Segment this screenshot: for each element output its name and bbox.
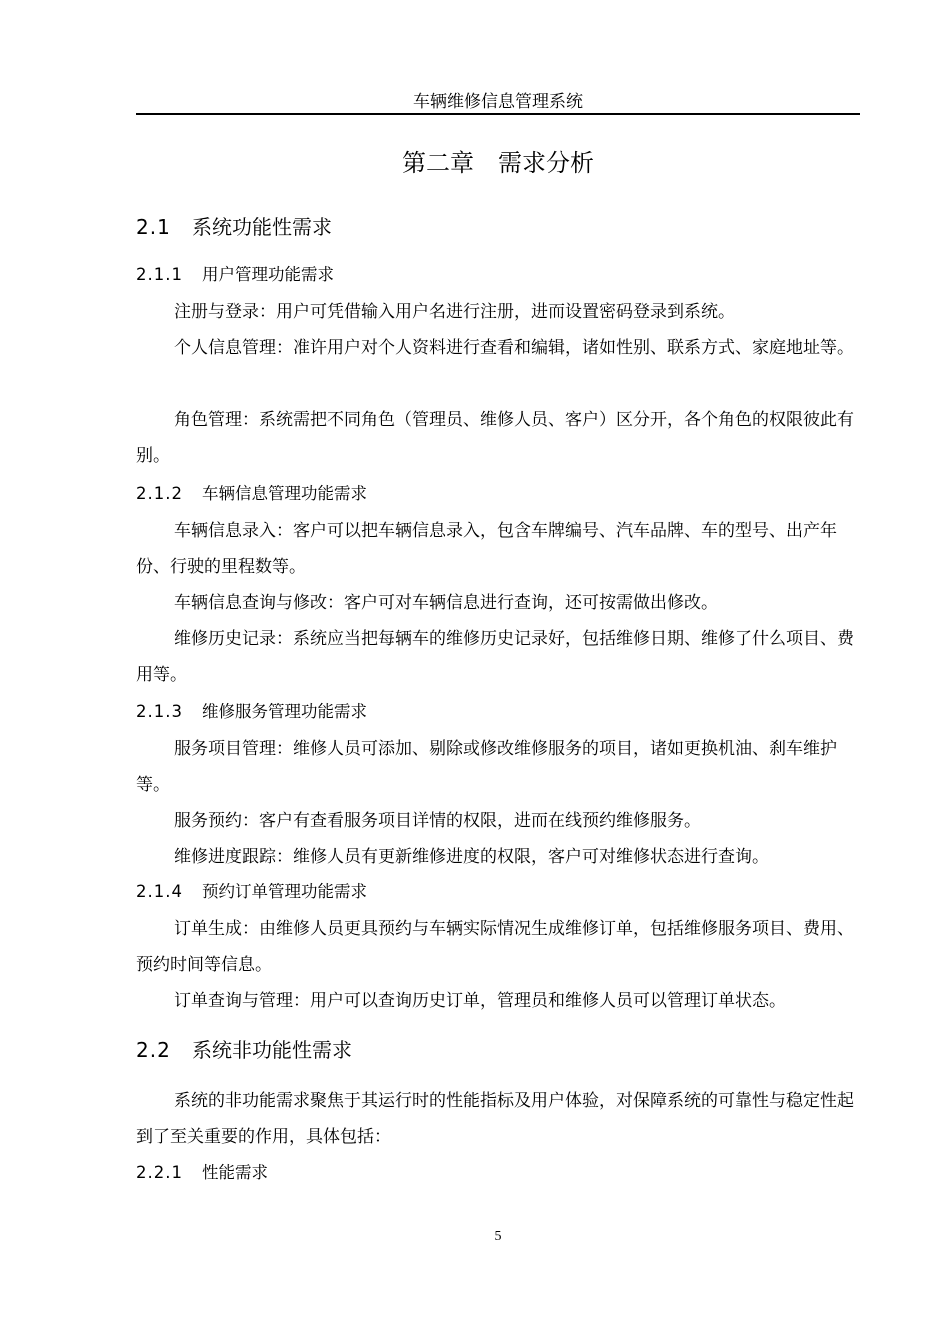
paragraph: 维修进度跟踪：维修人员有更新维修进度的权限，客户可对维修状态进行查询。: [174, 847, 769, 867]
section-title: 系统非功能性需求: [192, 1038, 352, 1062]
subsection-heading-2-1-3: [136, 700, 367, 724]
running-header: 车辆维修信息管理系统: [413, 92, 583, 112]
paragraph: 个人信息管理：准许用户对个人资料进行查看和编辑，诸如性别、联系方式、家庭地址等。: [174, 338, 854, 358]
subsection-heading-2-1-2: [136, 482, 367, 506]
paragraph: 系统的非功能需求聚焦于其运行时的性能指标及用户体验，对保障系统的可靠性与稳定性起到了至关重要的作用，具体包括：: [136, 1091, 854, 1147]
subsection-heading-2-2-1: [136, 1161, 268, 1185]
paragraph: 维修历史记录：系统应当把每辆车的维修历史记录好，包括维修日期、维修了什么项目、费用等。: [136, 629, 854, 685]
paragraph: 车辆信息查询与修改：客户可对车辆信息进行查询，还可按需做出修改。: [174, 593, 718, 613]
section-number: 2.1: [136, 215, 171, 239]
header-rule: [136, 113, 860, 115]
paragraph: 角色管理：系统需把不同角色（管理员、维修人员、客户）区分开，各个角色的权限彼此有别。: [136, 410, 854, 466]
section-heading-2-2: [136, 1036, 352, 1064]
subsection-title: 车辆信息管理功能需求: [202, 484, 367, 503]
subsection-heading-2-1-1: [136, 263, 334, 287]
subsection-number: 2.2.1: [136, 1163, 183, 1182]
subsection-number: 2.1.2: [136, 484, 183, 503]
subsection-title: 预约订单管理功能需求: [202, 882, 367, 901]
page-number: 5: [494, 1229, 502, 1244]
paragraph: 服务项目管理：维修人员可添加、剔除或修改维修服务的项目，诸如更换机油、刹车维护等。: [136, 739, 837, 795]
section-number: 2.2: [136, 1038, 171, 1062]
subsection-title: 用户管理功能需求: [202, 265, 334, 284]
section-title: 系统功能性需求: [192, 215, 332, 239]
subsection-number: 2.1.4: [136, 882, 183, 901]
paragraph: 订单查询与管理：用户可以查询历史订单，管理员和维修人员可以管理订单状态。: [174, 991, 786, 1011]
paragraph: 服务预约：客户有查看服务项目详情的权限，进而在线预约维修服务。: [174, 811, 701, 831]
subsection-number: 2.1.3: [136, 702, 183, 721]
subsection-number: 2.1.1: [136, 265, 183, 284]
paragraph: 车辆信息录入：客户可以把车辆信息录入，包含车牌编号、汽车品牌、车的型号、出产年份、行驶的里程数等。: [136, 521, 837, 577]
subsection-title: 维修服务管理功能需求: [202, 702, 367, 721]
paragraph: 注册与登录：用户可凭借输入用户名进行注册，进而设置密码登录到系统。: [174, 302, 735, 322]
subsection-heading-2-1-4: [136, 880, 367, 904]
subsection-title: 性能需求: [202, 1163, 268, 1182]
section-heading-2-1: [136, 213, 332, 241]
chapter-title: 第二章 需求分析: [402, 149, 594, 177]
paragraph: 订单生成：由维修人员更具预约与车辆实际情况生成维修订单，包括维修服务项目、费用、预约时间等信息。: [136, 919, 854, 975]
